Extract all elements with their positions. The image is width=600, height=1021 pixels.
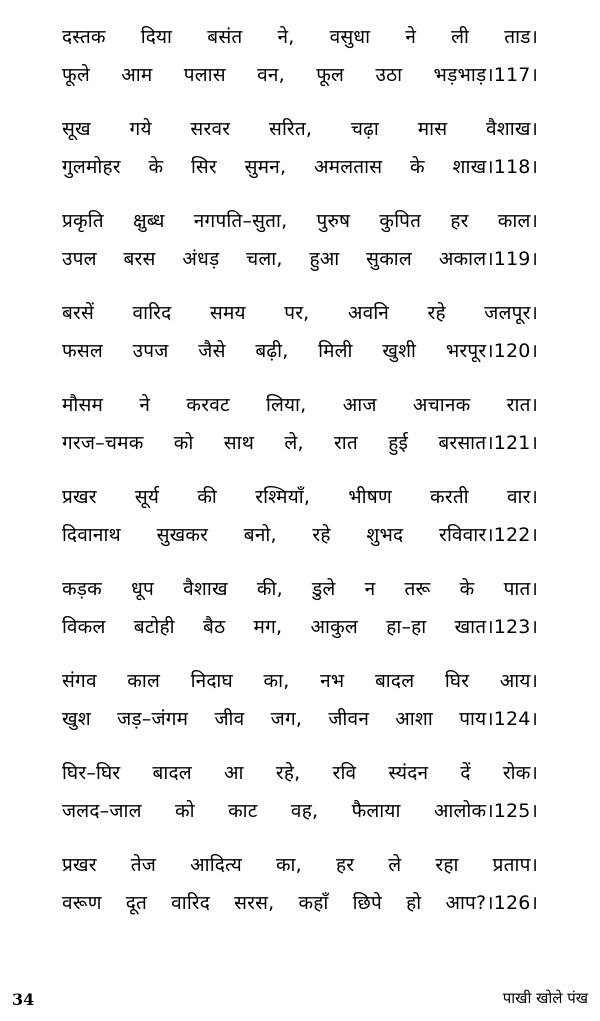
page-number: 34 <box>12 990 35 1009</box>
couplet-line-1: कड़क धूप वैशाख की, डुले न तरू के पात। <box>62 578 538 600</box>
couplet-line-1: दस्तक दिया बसंत ने, वसुधा ने ली ताड। <box>62 26 538 48</box>
couplet-line-1: बरसें वारिद समय पर, अवनि रहे जलपूर। <box>62 302 538 324</box>
couplet-line-1: सूख गये सरवर सरित, चढ़ा मास वैशाख। <box>62 118 538 140</box>
couplet-line-2: जलद–जाल को काट वह, फैलाया आलोक।125। <box>62 800 538 822</box>
couplet-118 <box>62 110 538 202</box>
couplet-line-1: मौसम ने करवट लिया, आज अचानक रात। <box>62 394 538 416</box>
couplet-line-2: विकल बटोही बैठ मग, आकुल हा–हा खात।123। <box>62 616 538 638</box>
couplet-126 <box>62 846 538 938</box>
couplet-line-2: गरज–चमक को साथ ले, रात हुई बरसात।121। <box>62 432 538 454</box>
couplet-line-2: उपल बरस अंधड़ चला, हुआ सुकाल अकाल।119। <box>62 248 538 270</box>
couplet-line-1: संगव काल निदाघ का, नभ बादल घिर आय। <box>62 670 538 692</box>
couplet-119 <box>62 202 538 294</box>
couplet-line-2: दिवानाथ सुखकर बनो, रहे शुभद रविवार।122। <box>62 524 538 546</box>
couplet-122 <box>62 478 538 570</box>
couplet-120 <box>62 294 538 386</box>
couplet-line-1: प्रखर तेज आदित्य का, हर ले रहा प्रताप। <box>62 854 538 876</box>
couplet-121 <box>62 386 538 478</box>
couplet-line-2: गुलमोहर के सिर सुमन, अमलतास के शाख।118। <box>62 156 538 178</box>
couplet-124 <box>62 662 538 754</box>
couplet-117 <box>62 18 538 110</box>
couplet-line-1: प्रकृति क्षुब्ध नगपति–सुता, पुरुष कुपित हर काल। <box>62 210 538 232</box>
couplet-line-2: खुश जड़–जंगम जीव जग, जीवन आशा पाय।124। <box>62 708 538 730</box>
couplet-line-2: फूले आम पलास वन, फूल उठा भड़भाड़।117। <box>62 64 538 86</box>
poem-body <box>62 18 538 938</box>
couplet-125 <box>62 754 538 846</box>
couplet-line-2: फसल उपज जैसे बढ़ी, मिली खुशी भरपूर।120। <box>62 340 538 362</box>
couplet-line-1: घिर–घिर बादल आ रहे, रवि स्यंदन दें रोक। <box>62 762 538 784</box>
couplet-line-1: प्रखर सूर्य की रश्मियाँ, भीषण करती वार। <box>62 486 538 508</box>
couplet-line-2: वरूण दूत वारिद सरस, कहाँ छिपे हो आप?।126। <box>62 892 538 914</box>
couplet-123 <box>62 570 538 662</box>
running-footer-title: पाखी खोले पंख <box>502 989 588 1007</box>
